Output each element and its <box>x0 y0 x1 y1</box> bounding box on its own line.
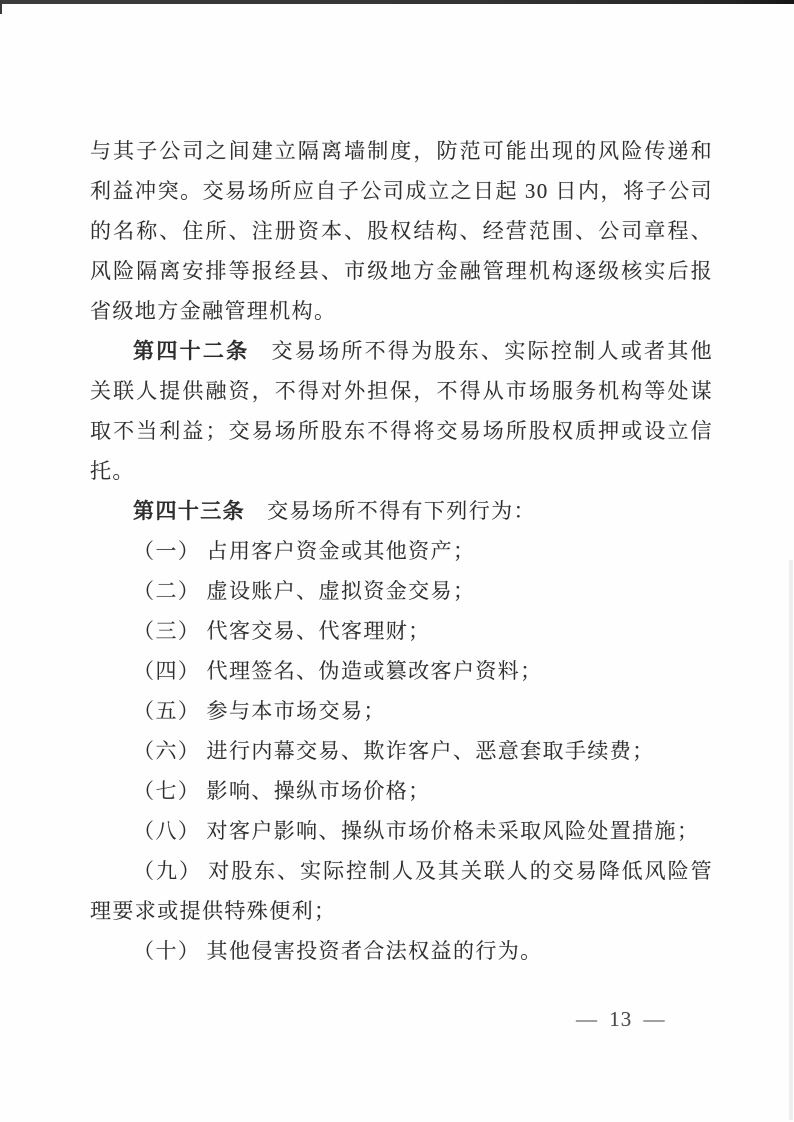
scan-edge-left <box>0 0 2 14</box>
article-43-text: 交易场所不得有下列行为： <box>267 499 536 523</box>
list-item-label: （三） <box>133 619 201 643</box>
list-item <box>90 811 713 851</box>
page-number: — 13 — <box>576 1007 666 1031</box>
list-item <box>90 691 713 731</box>
article-42-text: 交易场所不得为股东、实际控制人或者其他关联人提供融资，不得对外担保，不得从市场服务机构等处谋取不当利益；交易场所股东不得将交易场所股权质押或设立信托。 <box>90 339 713 483</box>
list-item <box>90 931 713 971</box>
list-item-text: 其他侵害投资者合法权益的行为。 <box>206 939 543 963</box>
article-42-paragraph <box>90 331 713 491</box>
list-item <box>90 571 713 611</box>
list-item-text: 代理签名、伪造或篡改客户资料； <box>206 659 543 683</box>
list-item <box>90 771 713 811</box>
list-item-label: （九） <box>133 859 202 883</box>
list-item-text: 参与本市场交易； <box>206 699 386 723</box>
list-item-label: （六） <box>133 739 201 763</box>
list-item-text: 对股东、实际控制人及其关联人的交易降低风险管理要求或提供特殊便利； <box>90 859 713 923</box>
list-item-label: （七） <box>133 779 201 803</box>
list-item-label: （四） <box>133 659 201 683</box>
list-item-label: （八） <box>133 819 201 843</box>
list-item-label: （二） <box>133 579 201 603</box>
scan-edge-top <box>0 0 794 4</box>
list-item-label: （一） <box>133 539 201 563</box>
list-item-text: 对客户影响、操纵市场价格未采取风险处置措施； <box>206 819 700 843</box>
list-item <box>90 851 713 931</box>
article-42-term: 第四十二条 <box>133 339 250 363</box>
list-item-text: 占用客户资金或其他资产； <box>206 539 476 563</box>
article-43-term: 第四十三条 <box>133 499 246 523</box>
list-item-text: 进行内幕交易、欺诈客户、恶意套取手续费； <box>206 739 655 763</box>
list-item <box>90 651 713 691</box>
list-item-label: （十） <box>133 939 201 963</box>
continuation-paragraph: 与其子公司之间建立隔离墙制度，防范可能出现的风险传递和利益冲突。交易场所应自子公司成立之日起 30 日内，将子公司的名称、住所、注册资本、股权结构、经营范围、公司章程、风险隔离安排等报经县、市级地方金融管理机构逐级核实后报省级地方金融管理机构。 <box>90 139 713 323</box>
list-item <box>90 531 713 571</box>
list-item-label: （五） <box>133 699 201 723</box>
list-item <box>90 731 713 771</box>
prohibited-acts-list <box>90 531 713 971</box>
list-item-text: 代客交易、代客理财； <box>206 619 431 643</box>
article-43-paragraph <box>90 491 713 531</box>
document-content <box>90 131 713 971</box>
list-item-text: 虚设账户、虚拟资金交易； <box>206 579 476 603</box>
list-item-text: 影响、操纵市场价格； <box>206 779 431 803</box>
scan-band-right <box>789 560 793 1120</box>
list-item <box>90 611 713 651</box>
